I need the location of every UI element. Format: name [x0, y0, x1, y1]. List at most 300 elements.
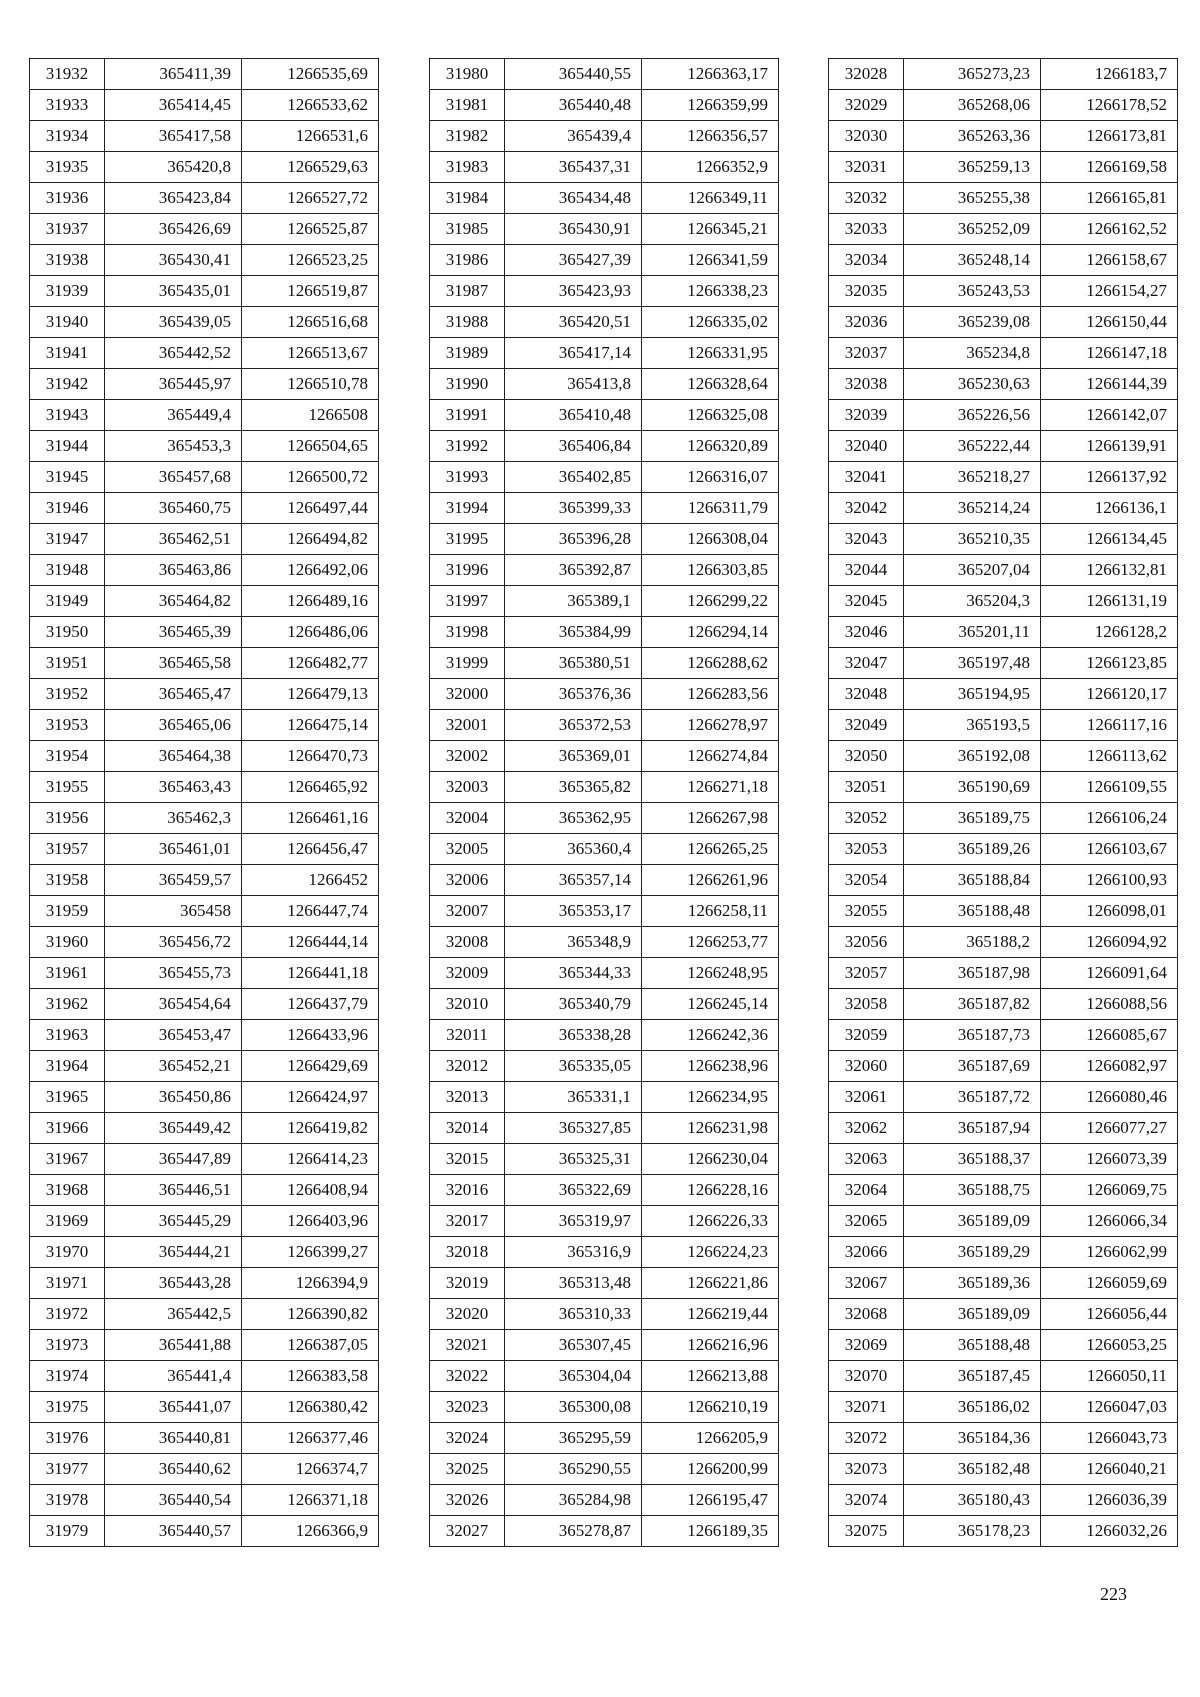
- point-id-cell: 31935: [30, 152, 105, 183]
- table-row: [30, 834, 379, 865]
- x-coordinate-cell: 365441,07: [105, 1392, 242, 1423]
- point-id-cell: 31956: [30, 803, 105, 834]
- point-id-cell: 31971: [30, 1268, 105, 1299]
- x-coordinate-cell: 365184,36: [904, 1423, 1041, 1454]
- table-row: [829, 648, 1178, 679]
- x-coordinate-cell: 365194,95: [904, 679, 1041, 710]
- point-id-cell: 31933: [30, 90, 105, 121]
- point-id-cell: 31952: [30, 679, 105, 710]
- table-row: [829, 555, 1178, 586]
- table-row: [30, 927, 379, 958]
- point-id-cell: 32073: [829, 1454, 904, 1485]
- x-coordinate-cell: 365189,26: [904, 834, 1041, 865]
- y-coordinate-cell: 1266414,23: [242, 1144, 379, 1175]
- point-id-cell: 32027: [430, 1516, 505, 1547]
- point-id-cell: 31951: [30, 648, 105, 679]
- point-id-cell: 32048: [829, 679, 904, 710]
- y-coordinate-cell: 1266325,08: [642, 400, 779, 431]
- point-id-cell: 31932: [30, 59, 105, 90]
- x-coordinate-cell: 365187,82: [904, 989, 1041, 1020]
- y-coordinate-cell: 1266134,45: [1041, 524, 1178, 555]
- y-coordinate-cell: 1266073,39: [1041, 1144, 1178, 1175]
- table-row: [829, 927, 1178, 958]
- x-coordinate-cell: 365189,75: [904, 803, 1041, 834]
- x-coordinate-cell: 365290,55: [505, 1454, 642, 1485]
- table-row: [430, 648, 779, 679]
- x-coordinate-cell: 365465,58: [105, 648, 242, 679]
- point-id-cell: 32050: [829, 741, 904, 772]
- x-coordinate-cell: 365440,55: [505, 59, 642, 90]
- table-row: [30, 1485, 379, 1516]
- y-coordinate-cell: 1266059,69: [1041, 1268, 1178, 1299]
- point-id-cell: 31994: [430, 493, 505, 524]
- x-coordinate-cell: 365420,8: [105, 152, 242, 183]
- point-id-cell: 32008: [430, 927, 505, 958]
- table-row: [430, 1361, 779, 1392]
- y-coordinate-cell: 1266106,24: [1041, 803, 1178, 834]
- table-row: [829, 1454, 1178, 1485]
- table-row: [430, 307, 779, 338]
- x-coordinate-cell: 365268,06: [904, 90, 1041, 121]
- point-id-cell: 32034: [829, 245, 904, 276]
- x-coordinate-cell: 365284,98: [505, 1485, 642, 1516]
- x-coordinate-cell: 365445,29: [105, 1206, 242, 1237]
- table-row: [430, 369, 779, 400]
- y-coordinate-cell: 1266523,25: [242, 245, 379, 276]
- table-row: [430, 276, 779, 307]
- y-coordinate-cell: 1266519,87: [242, 276, 379, 307]
- point-id-cell: 32032: [829, 183, 904, 214]
- x-coordinate-cell: 365410,48: [505, 400, 642, 431]
- x-coordinate-cell: 365376,36: [505, 679, 642, 710]
- point-id-cell: 32023: [430, 1392, 505, 1423]
- point-id-cell: 31957: [30, 834, 105, 865]
- table-row: [430, 586, 779, 617]
- point-id-cell: 32026: [430, 1485, 505, 1516]
- x-coordinate-cell: 365226,56: [904, 400, 1041, 431]
- y-coordinate-cell: 1266394,9: [242, 1268, 379, 1299]
- point-id-cell: 32070: [829, 1361, 904, 1392]
- point-id-cell: 32056: [829, 927, 904, 958]
- point-id-cell: 31958: [30, 865, 105, 896]
- table-row: [430, 1206, 779, 1237]
- table-row: [30, 276, 379, 307]
- y-coordinate-cell: 1266356,57: [642, 121, 779, 152]
- point-id-cell: 32051: [829, 772, 904, 803]
- x-coordinate-cell: 365263,36: [904, 121, 1041, 152]
- point-id-cell: 32075: [829, 1516, 904, 1547]
- point-id-cell: 31977: [30, 1454, 105, 1485]
- table-row: [30, 865, 379, 896]
- y-coordinate-cell: 1266429,69: [242, 1051, 379, 1082]
- table-row: [430, 896, 779, 927]
- table-row: [30, 617, 379, 648]
- y-coordinate-cell: 1266274,84: [642, 741, 779, 772]
- table-row: [30, 400, 379, 431]
- point-id-cell: 31976: [30, 1423, 105, 1454]
- x-coordinate-cell: 365335,05: [505, 1051, 642, 1082]
- table-row: [30, 710, 379, 741]
- y-coordinate-cell: 1266492,06: [242, 555, 379, 586]
- x-coordinate-cell: 365423,84: [105, 183, 242, 214]
- y-coordinate-cell: 1266444,14: [242, 927, 379, 958]
- point-id-cell: 31979: [30, 1516, 105, 1547]
- x-coordinate-cell: 365348,9: [505, 927, 642, 958]
- point-id-cell: 32001: [430, 710, 505, 741]
- y-coordinate-cell: 1266303,85: [642, 555, 779, 586]
- point-id-cell: 31948: [30, 555, 105, 586]
- x-coordinate-cell: 365441,4: [105, 1361, 242, 1392]
- x-coordinate-cell: 365190,69: [904, 772, 1041, 803]
- y-coordinate-cell: 1266278,97: [642, 710, 779, 741]
- table-row: [829, 1206, 1178, 1237]
- table-row: [430, 90, 779, 121]
- table-row: [30, 1082, 379, 1113]
- x-coordinate-cell: 365344,33: [505, 958, 642, 989]
- y-coordinate-cell: 1266162,52: [1041, 214, 1178, 245]
- point-id-cell: 32041: [829, 462, 904, 493]
- table-row: [430, 679, 779, 710]
- y-coordinate-cell: 1266053,25: [1041, 1330, 1178, 1361]
- point-id-cell: 32053: [829, 834, 904, 865]
- y-coordinate-cell: 1266489,16: [242, 586, 379, 617]
- y-coordinate-cell: 1266056,44: [1041, 1299, 1178, 1330]
- x-coordinate-cell: 365439,05: [105, 307, 242, 338]
- y-coordinate-cell: 1266533,62: [242, 90, 379, 121]
- point-id-cell: 31995: [430, 524, 505, 555]
- y-coordinate-cell: 1266288,62: [642, 648, 779, 679]
- y-coordinate-cell: 1266352,9: [642, 152, 779, 183]
- point-id-cell: 32028: [829, 59, 904, 90]
- table-row: [30, 555, 379, 586]
- y-coordinate-cell: 1266136,1: [1041, 493, 1178, 524]
- table-row: [829, 1485, 1178, 1516]
- table-row: [30, 1361, 379, 1392]
- table-row: [430, 1330, 779, 1361]
- x-coordinate-cell: 365417,14: [505, 338, 642, 369]
- table-row: [829, 214, 1178, 245]
- point-id-cell: 32009: [430, 958, 505, 989]
- y-coordinate-cell: 1266316,07: [642, 462, 779, 493]
- point-id-cell: 31964: [30, 1051, 105, 1082]
- x-coordinate-cell: 365413,8: [505, 369, 642, 400]
- table-row: [30, 958, 379, 989]
- point-id-cell: 31983: [430, 152, 505, 183]
- table-row: [829, 1330, 1178, 1361]
- x-coordinate-cell: 365188,48: [904, 896, 1041, 927]
- y-coordinate-cell: 1266363,17: [642, 59, 779, 90]
- point-id-cell: 32019: [430, 1268, 505, 1299]
- y-coordinate-cell: 1266371,18: [242, 1485, 379, 1516]
- x-coordinate-cell: 365313,48: [505, 1268, 642, 1299]
- table-row: [829, 1423, 1178, 1454]
- y-coordinate-cell: 1266183,7: [1041, 59, 1178, 90]
- x-coordinate-cell: 365444,21: [105, 1237, 242, 1268]
- table-row: [430, 400, 779, 431]
- point-id-cell: 31943: [30, 400, 105, 431]
- y-coordinate-cell: 1266150,44: [1041, 307, 1178, 338]
- y-coordinate-cell: 1266424,97: [242, 1082, 379, 1113]
- y-coordinate-cell: 1266338,23: [642, 276, 779, 307]
- x-coordinate-cell: 365464,38: [105, 741, 242, 772]
- point-id-cell: 31981: [430, 90, 505, 121]
- table-row: [430, 121, 779, 152]
- x-coordinate-cell: 365187,73: [904, 1020, 1041, 1051]
- table-row: [829, 617, 1178, 648]
- point-id-cell: 32054: [829, 865, 904, 896]
- table-row: [829, 1237, 1178, 1268]
- y-coordinate-cell: 1266494,82: [242, 524, 379, 555]
- table-row: [30, 1392, 379, 1423]
- x-coordinate-cell: 365243,53: [904, 276, 1041, 307]
- x-coordinate-cell: 365460,75: [105, 493, 242, 524]
- point-id-cell: 31944: [30, 431, 105, 462]
- point-id-cell: 32052: [829, 803, 904, 834]
- x-coordinate-cell: 365316,9: [505, 1237, 642, 1268]
- x-coordinate-cell: 365439,4: [505, 121, 642, 152]
- table-row: [30, 307, 379, 338]
- x-coordinate-cell: 365402,85: [505, 462, 642, 493]
- point-id-cell: 31947: [30, 524, 105, 555]
- y-coordinate-cell: 1266131,19: [1041, 586, 1178, 617]
- y-coordinate-cell: 1266231,98: [642, 1113, 779, 1144]
- table-row: [30, 245, 379, 276]
- point-id-cell: 31949: [30, 586, 105, 617]
- x-coordinate-cell: 365465,47: [105, 679, 242, 710]
- table-row: [30, 772, 379, 803]
- x-coordinate-cell: 365456,72: [105, 927, 242, 958]
- y-coordinate-cell: 1266527,72: [242, 183, 379, 214]
- y-coordinate-cell: 1266219,44: [642, 1299, 779, 1330]
- x-coordinate-cell: 365187,94: [904, 1113, 1041, 1144]
- x-coordinate-cell: 365392,87: [505, 555, 642, 586]
- point-id-cell: 32021: [430, 1330, 505, 1361]
- x-coordinate-cell: 365442,5: [105, 1299, 242, 1330]
- x-coordinate-cell: 365427,39: [505, 245, 642, 276]
- table-row: [430, 1392, 779, 1423]
- table-row: [829, 865, 1178, 896]
- x-coordinate-cell: 365214,24: [904, 493, 1041, 524]
- y-coordinate-cell: 1266178,52: [1041, 90, 1178, 121]
- x-coordinate-cell: 365440,81: [105, 1423, 242, 1454]
- point-id-cell: 32039: [829, 400, 904, 431]
- x-coordinate-cell: 365435,01: [105, 276, 242, 307]
- table-row: [430, 1113, 779, 1144]
- table-row: [829, 1299, 1178, 1330]
- y-coordinate-cell: 1266320,89: [642, 431, 779, 462]
- point-id-cell: 32017: [430, 1206, 505, 1237]
- x-coordinate-cell: 365455,73: [105, 958, 242, 989]
- y-coordinate-cell: 1266345,21: [642, 214, 779, 245]
- point-id-cell: 32049: [829, 710, 904, 741]
- table-row: [30, 1237, 379, 1268]
- y-coordinate-cell: 1266441,18: [242, 958, 379, 989]
- table-row: [430, 214, 779, 245]
- x-coordinate-cell: 365369,01: [505, 741, 642, 772]
- table-row: [829, 679, 1178, 710]
- table-row: [430, 1082, 779, 1113]
- point-id-cell: 31987: [430, 276, 505, 307]
- coordinate-table-3: [828, 58, 1178, 1547]
- table-row: [30, 1144, 379, 1175]
- x-coordinate-cell: 365340,79: [505, 989, 642, 1020]
- y-coordinate-cell: 1266433,96: [242, 1020, 379, 1051]
- x-coordinate-cell: 365189,09: [904, 1299, 1041, 1330]
- y-coordinate-cell: 1266525,87: [242, 214, 379, 245]
- x-coordinate-cell: 365389,1: [505, 586, 642, 617]
- table-row: [829, 1051, 1178, 1082]
- table-row: [430, 958, 779, 989]
- x-coordinate-cell: 365188,37: [904, 1144, 1041, 1175]
- table-row: [829, 183, 1178, 214]
- x-coordinate-cell: 365463,43: [105, 772, 242, 803]
- y-coordinate-cell: 1266165,81: [1041, 183, 1178, 214]
- y-coordinate-cell: 1266447,74: [242, 896, 379, 927]
- x-coordinate-cell: 365255,38: [904, 183, 1041, 214]
- page-number: 223: [1100, 1584, 1127, 1604]
- y-coordinate-cell: 1266500,72: [242, 462, 379, 493]
- x-coordinate-cell: 365453,3: [105, 431, 242, 462]
- table-row: [30, 1299, 379, 1330]
- table-row: [829, 710, 1178, 741]
- table-row: [30, 1051, 379, 1082]
- point-id-cell: 31967: [30, 1144, 105, 1175]
- x-coordinate-cell: 365300,08: [505, 1392, 642, 1423]
- y-coordinate-cell: 1266387,05: [242, 1330, 379, 1361]
- table-row: [430, 865, 779, 896]
- x-coordinate-cell: 365189,09: [904, 1206, 1041, 1237]
- table-row: [30, 896, 379, 927]
- x-coordinate-cell: 365426,69: [105, 214, 242, 245]
- y-coordinate-cell: 1266224,23: [642, 1237, 779, 1268]
- point-id-cell: 32071: [829, 1392, 904, 1423]
- y-coordinate-cell: 1266437,79: [242, 989, 379, 1020]
- y-coordinate-cell: 1266088,56: [1041, 989, 1178, 1020]
- y-coordinate-cell: 1266091,64: [1041, 958, 1178, 989]
- x-coordinate-cell: 365449,42: [105, 1113, 242, 1144]
- x-coordinate-cell: 365449,4: [105, 400, 242, 431]
- table-row: [829, 400, 1178, 431]
- point-id-cell: 31969: [30, 1206, 105, 1237]
- point-id-cell: 32055: [829, 896, 904, 927]
- x-coordinate-cell: 365248,14: [904, 245, 1041, 276]
- point-id-cell: 32000: [430, 679, 505, 710]
- point-id-cell: 31988: [430, 307, 505, 338]
- point-id-cell: 31960: [30, 927, 105, 958]
- point-id-cell: 31946: [30, 493, 105, 524]
- table-row: [430, 493, 779, 524]
- point-id-cell: 32025: [430, 1454, 505, 1485]
- x-coordinate-cell: 365307,45: [505, 1330, 642, 1361]
- point-id-cell: 31937: [30, 214, 105, 245]
- y-coordinate-cell: 1266258,11: [642, 896, 779, 927]
- y-coordinate-cell: 1266154,27: [1041, 276, 1178, 307]
- x-coordinate-cell: 365437,31: [505, 152, 642, 183]
- x-coordinate-cell: 365218,27: [904, 462, 1041, 493]
- x-coordinate-cell: 365186,02: [904, 1392, 1041, 1423]
- table-row: [430, 1454, 779, 1485]
- x-coordinate-cell: 365430,41: [105, 245, 242, 276]
- y-coordinate-cell: 1266419,82: [242, 1113, 379, 1144]
- y-coordinate-cell: 1266077,27: [1041, 1113, 1178, 1144]
- x-coordinate-cell: 365442,52: [105, 338, 242, 369]
- table-row: [430, 245, 779, 276]
- point-id-cell: 32006: [430, 865, 505, 896]
- x-coordinate-cell: 365259,13: [904, 152, 1041, 183]
- y-coordinate-cell: 1266253,77: [642, 927, 779, 958]
- y-coordinate-cell: 1266069,75: [1041, 1175, 1178, 1206]
- y-coordinate-cell: 1266147,18: [1041, 338, 1178, 369]
- x-coordinate-cell: 365187,72: [904, 1082, 1041, 1113]
- point-id-cell: 32044: [829, 555, 904, 586]
- x-coordinate-cell: 365319,97: [505, 1206, 642, 1237]
- table-row: [829, 1392, 1178, 1423]
- y-coordinate-cell: 1266349,11: [642, 183, 779, 214]
- point-id-cell: 31959: [30, 896, 105, 927]
- point-id-cell: 32003: [430, 772, 505, 803]
- x-coordinate-cell: 365462,51: [105, 524, 242, 555]
- table-row: [829, 586, 1178, 617]
- y-coordinate-cell: 1266366,9: [242, 1516, 379, 1547]
- y-coordinate-cell: 1266299,22: [642, 586, 779, 617]
- y-coordinate-cell: 1266508: [242, 400, 379, 431]
- point-id-cell: 32042: [829, 493, 904, 524]
- point-id-cell: 31942: [30, 369, 105, 400]
- table-row: [430, 1516, 779, 1547]
- point-id-cell: 31961: [30, 958, 105, 989]
- point-id-cell: 32013: [430, 1082, 505, 1113]
- y-coordinate-cell: 1266267,98: [642, 803, 779, 834]
- point-id-cell: 31953: [30, 710, 105, 741]
- y-coordinate-cell: 1266066,34: [1041, 1206, 1178, 1237]
- point-id-cell: 32061: [829, 1082, 904, 1113]
- table-row: [829, 1516, 1178, 1547]
- table-row: [430, 524, 779, 555]
- point-id-cell: 32004: [430, 803, 505, 834]
- table-row: [30, 214, 379, 245]
- x-coordinate-cell: 365454,64: [105, 989, 242, 1020]
- point-id-cell: 32060: [829, 1051, 904, 1082]
- y-coordinate-cell: 1266513,67: [242, 338, 379, 369]
- point-id-cell: 32029: [829, 90, 904, 121]
- table-row: [829, 90, 1178, 121]
- table-row: [30, 152, 379, 183]
- y-coordinate-cell: 1266331,95: [642, 338, 779, 369]
- y-coordinate-cell: 1266189,35: [642, 1516, 779, 1547]
- point-id-cell: 32066: [829, 1237, 904, 1268]
- point-id-cell: 31975: [30, 1392, 105, 1423]
- table-row: [430, 462, 779, 493]
- y-coordinate-cell: 1266531,6: [242, 121, 379, 152]
- point-id-cell: 31966: [30, 1113, 105, 1144]
- point-id-cell: 32062: [829, 1113, 904, 1144]
- y-coordinate-cell: 1266117,16: [1041, 710, 1178, 741]
- y-coordinate-cell: 1266390,82: [242, 1299, 379, 1330]
- x-coordinate-cell: 365443,28: [105, 1268, 242, 1299]
- point-id-cell: 32018: [430, 1237, 505, 1268]
- table-row: [30, 1175, 379, 1206]
- point-id-cell: 32036: [829, 307, 904, 338]
- table-row: [829, 245, 1178, 276]
- point-id-cell: 31974: [30, 1361, 105, 1392]
- table-row: [430, 555, 779, 586]
- point-id-cell: 31996: [430, 555, 505, 586]
- point-id-cell: 32043: [829, 524, 904, 555]
- table-row: [430, 1051, 779, 1082]
- y-coordinate-cell: 1266216,96: [642, 1330, 779, 1361]
- point-id-cell: 31936: [30, 183, 105, 214]
- x-coordinate-cell: 365445,97: [105, 369, 242, 400]
